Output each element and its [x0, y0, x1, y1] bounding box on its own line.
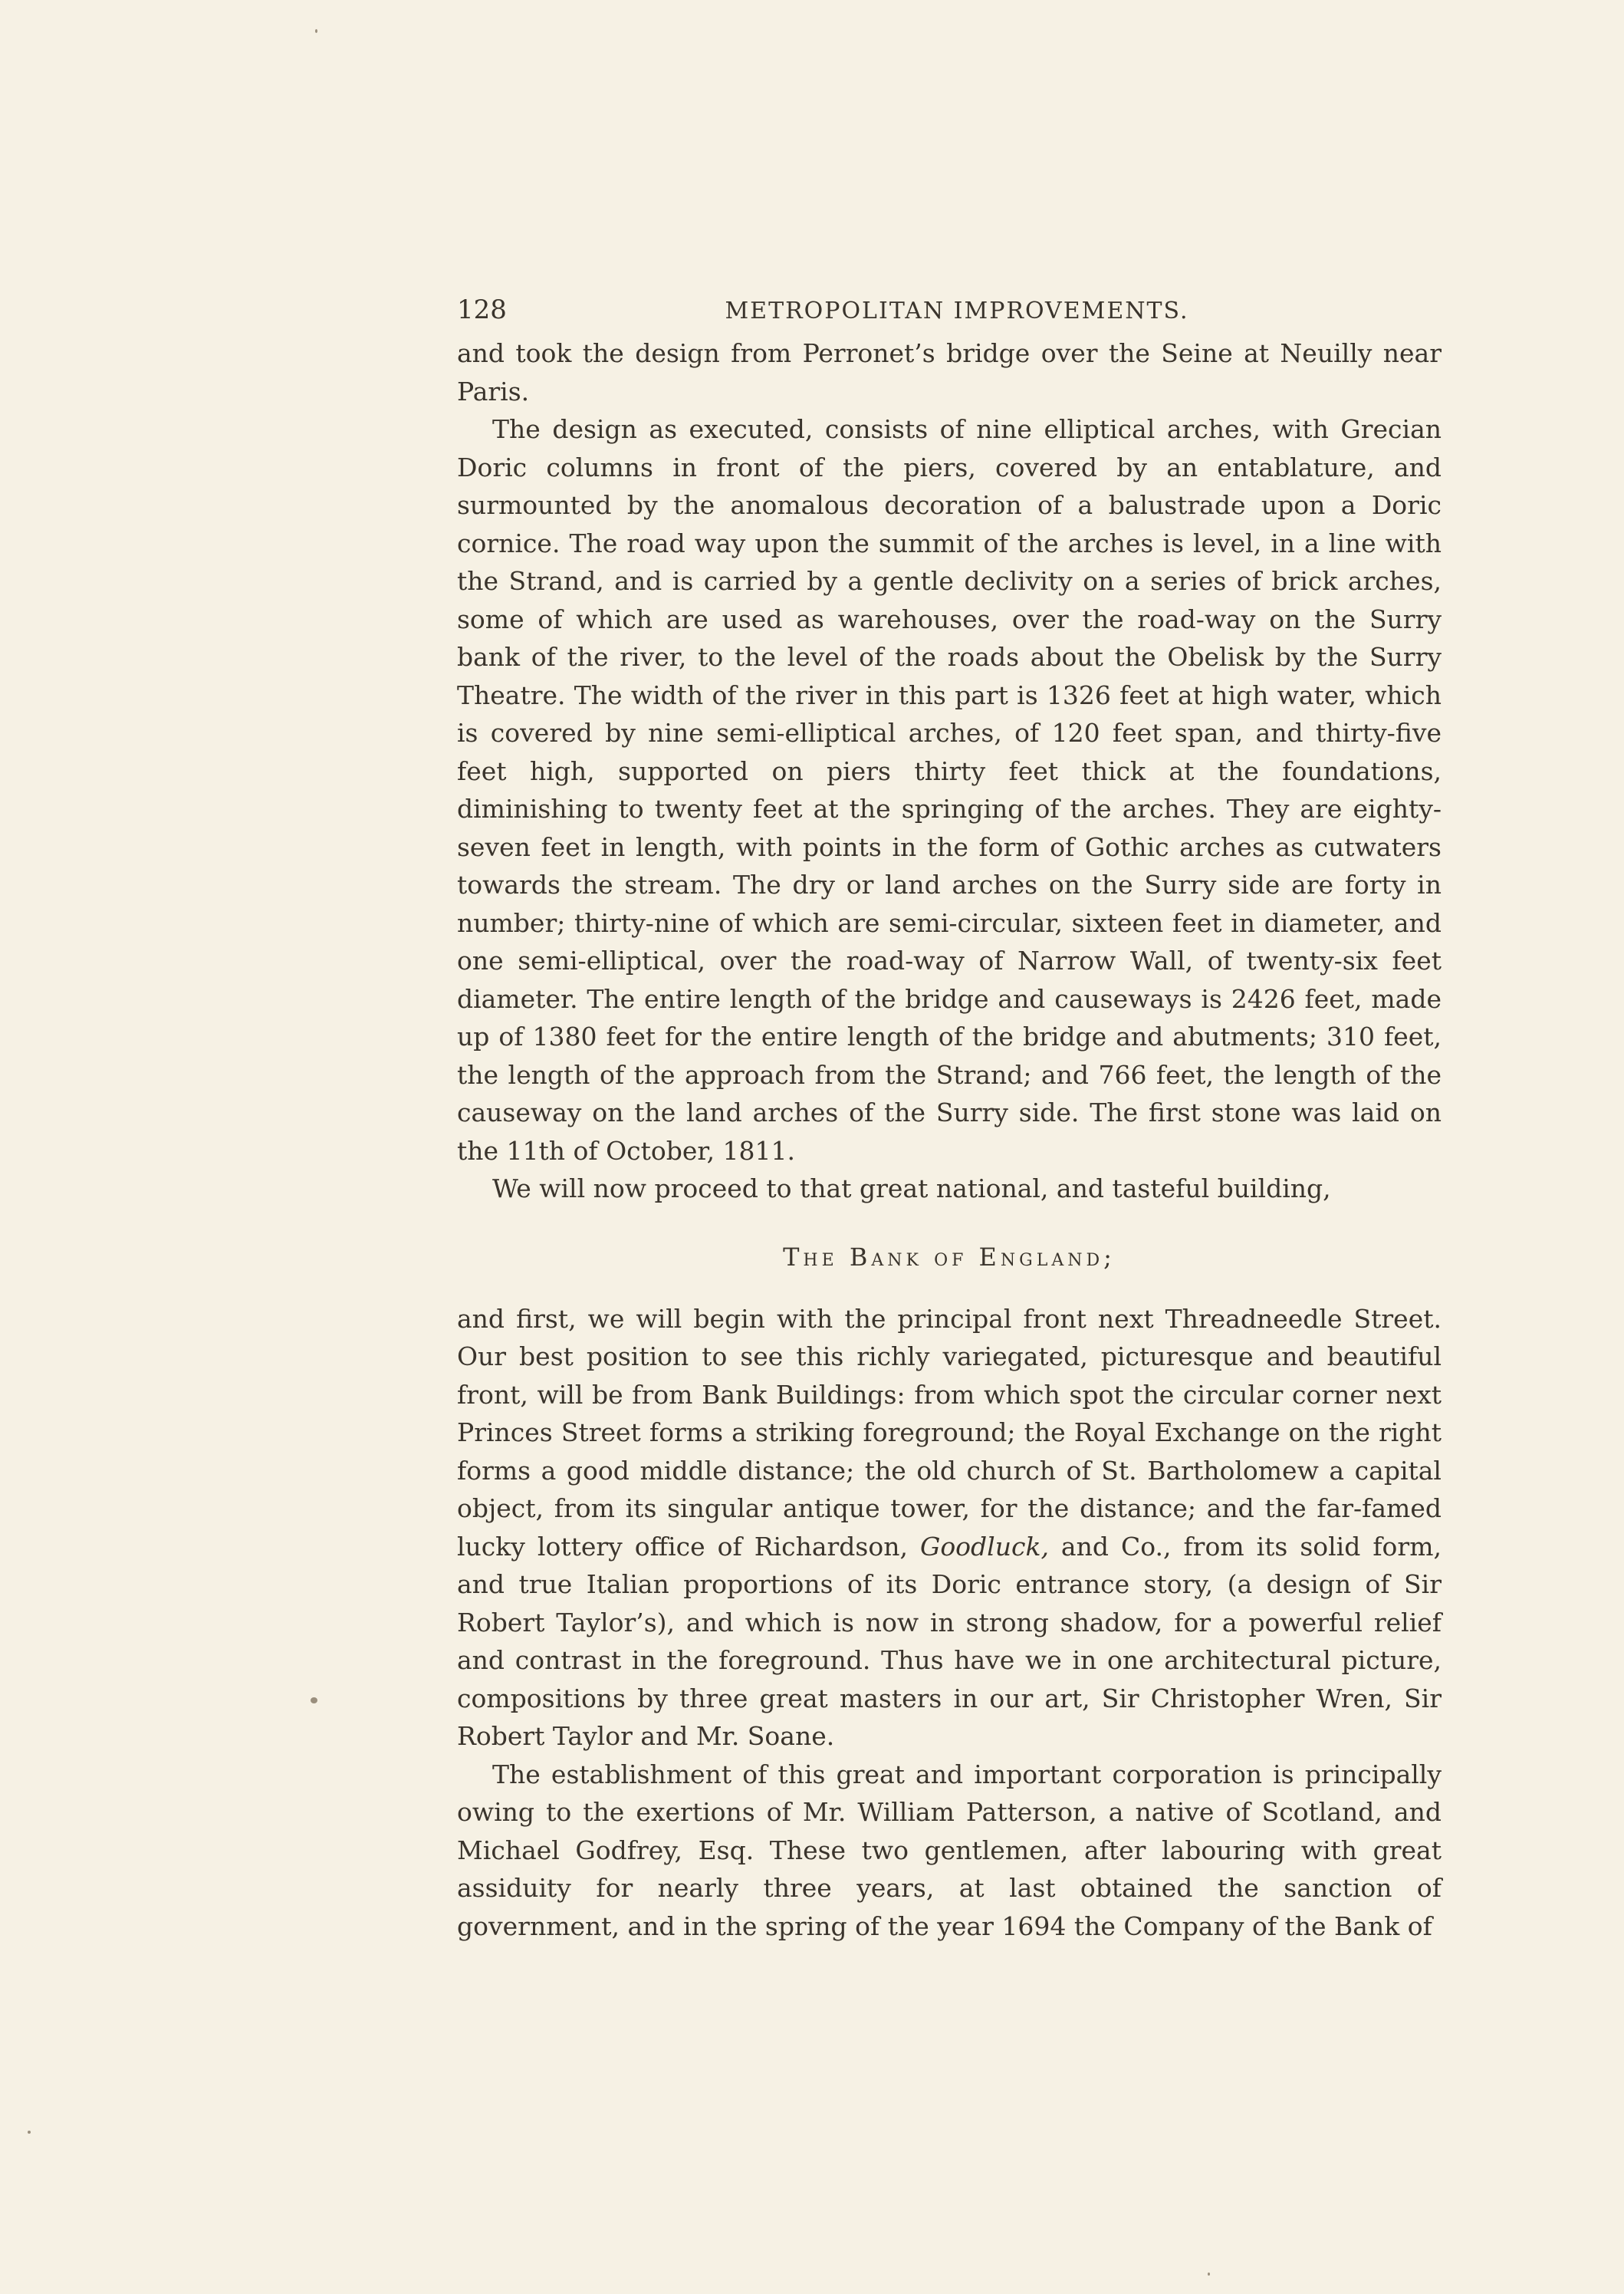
- paragraph-transition: We will now proceed to that great national, and tasteful building,: [492, 1173, 1331, 1203]
- page-text-block: [457, 295, 1442, 1945]
- paragraph-bridge-description: The design as executed, consists of nine elliptical arches, with Grecian Doric columns in front of the piers, covered by an entablature, and surmounted by the anomalous decoration of a balustrade upon a Doric cornice. The road way upon the summit of the arches is level, in a line with the Strand, and is carried by a gentle declivity on a series of brick arches, some of which are used as warehouses, over the road-way on the Surry bank of the river, to the level of the roads about the Obelisk by the Surry Theatre. The width of the river in this part is 1326 feet at high water, which is covered by nine semi-elliptical arches, of 120 feet span, and thirty-five feet high, supported on piers thirty feet thick at the foundations, diminishing to twenty feet at the springing of the arches. They are eighty-seven feet in length, with points in the form of Gothic arches as cutwaters towards the stream. The dry or land arches on the Surry side are forty in number; thirty-nine of which are semi-circular, sixteen feet in diameter, and one semi-elliptical, over the road-way of Narrow Wall, of twenty-six feet diameter. The entire length of the bridge and causeways is 2426 feet, made up of 1380 feet for the entire length of the bridge and abutments; 310 feet, the length of the approach from the Strand; and 766 feet, the length of the causeway on the land arches of the Surry side. The first stone was laid on the 11th of October, 1811.: [457, 414, 1442, 1166]
- paragraph-bank-establishment: The establishment of this great and important corporation is principally owing to the exertions of Mr. William Patterson, a native of Scotland, and Michael Godfrey, Esq. These two gentlemen, after labouring with great assiduity for nearly three years, at last obtained the sanction of government, and in the spring of the year 1694 the Company of the Bank of: [457, 1759, 1442, 1941]
- paper-speck: [315, 29, 317, 33]
- paragraph-bank-front-text-a: and first, we will begin with the principal front next Threadneedle Street. Our best position to see this richly variegated, picturesque and beautiful front, will be from Bank Buildings: from which spot the circular corner next Princes Street forms a striking foreground; the Royal Exchange on the right forms a good middle distance; the old church of St. Bartholomew a capital object, from its singular antique tower, for the distance; and the far-famed lucky lottery office of Richardson,: [457, 1303, 1442, 1562]
- paragraph-bank-front-text-b: and Co., from its solid form, and true Italian proportions of its Doric entrance story, (a design of Sir Robert Taylor’s), and which is now in strong shadow, for a powerful relief and contrast in the foreground. Thus have we in one architectural picture, compositions by three great masters in our art, Sir Christopher Wren, Sir Robert Taylor and Mr. Soane.: [457, 1531, 1442, 1751]
- page-number: 128: [457, 295, 507, 325]
- section-heading: The Bank of England;: [783, 1242, 1116, 1272]
- running-title: METROPOLITAN IMPROVEMENTS.: [725, 298, 1189, 324]
- paper-speck: [1208, 2273, 1210, 2276]
- paragraph-bank-front: [457, 1300, 1442, 1756]
- running-head: [457, 295, 1442, 334]
- paragraph-continuation: and took the design from Perronet’s bridge over the Seine at Neuilly near Paris.: [457, 338, 1442, 406]
- italic-name: Goodluck,: [919, 1531, 1049, 1562]
- paper-speck: [28, 2131, 31, 2134]
- paper-speck: [311, 1697, 317, 1703]
